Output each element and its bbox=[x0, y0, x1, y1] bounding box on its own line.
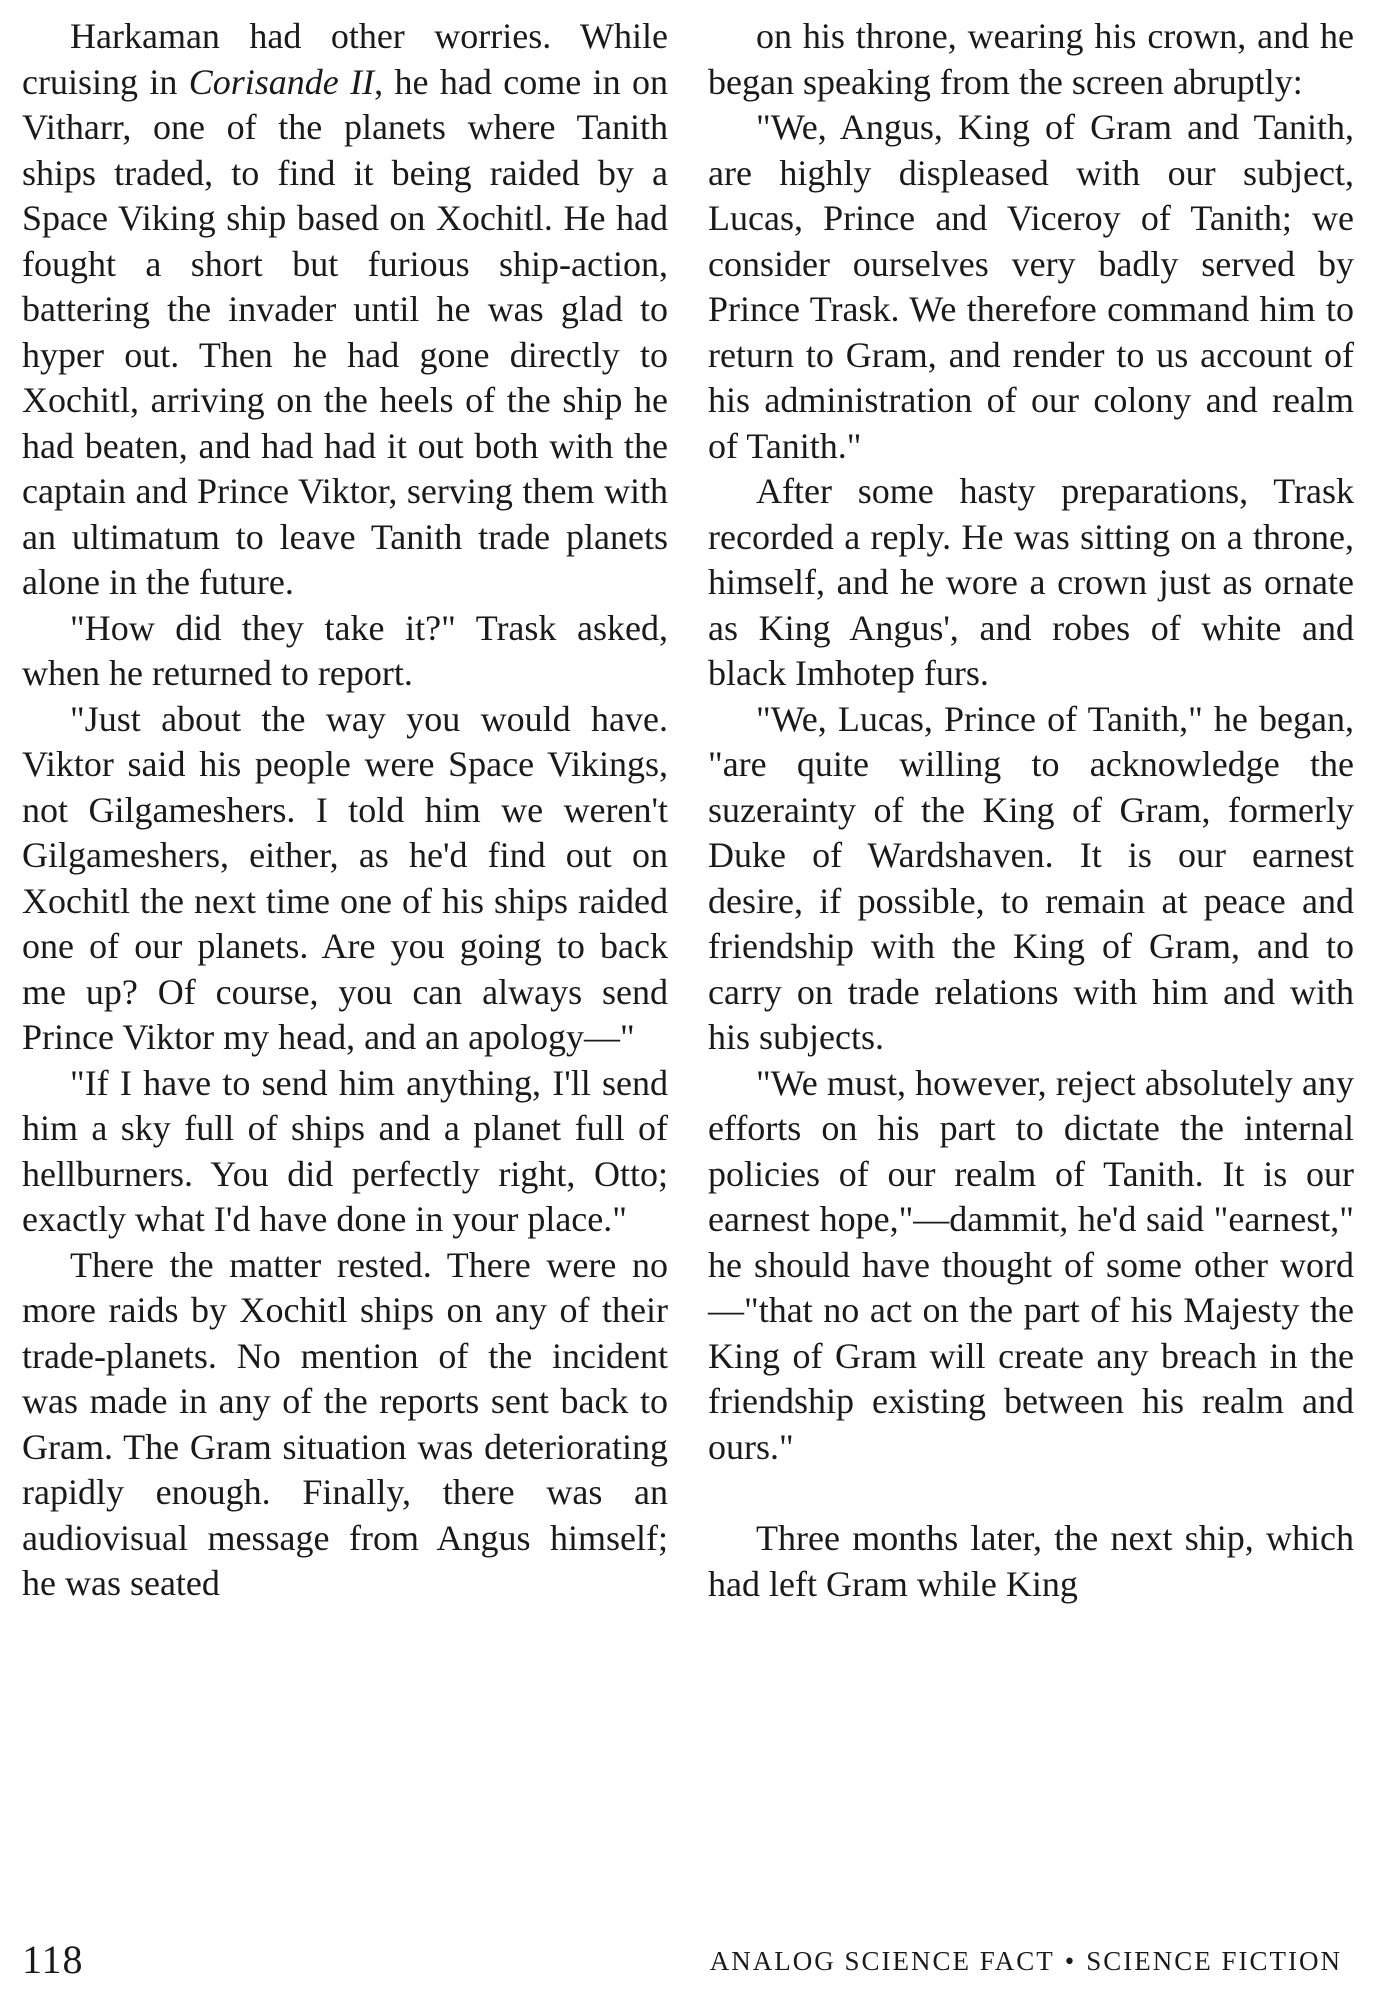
paragraph: "We, Angus, King of Gram and Tanith, are highly displeased with our subject, Lucas, Prince and Viceroy of Tanith; we consider ourselves very badly served by Prince Trask. We therefore command him to return to Gram, and render to us account of his administration of our colony and realm of Tanith." bbox=[708, 107, 1354, 466]
paragraph: "If I have to send him anything, I'll send him a sky full of ships and a planet full of hellburners. You did perfectly right, Otto; exactly what I'd have done in your place." bbox=[22, 1062, 668, 1239]
paragraph: Harkaman had other worries. While cruising in Corisande II, he had come in on Vitharr, one of the planets where Tanith ships traded, to find it being raided by a Space Viking ship based on Xochitl. He had fought a short but furious ship-action, battering the invader until he was glad to hyper out. Then he had gone directly to Xochitl, arriving on the heels of the ship he had beaten, and had had it out both with the captain and Prince Viktor, serving them with an ultimatum to leave Tanith trade planets alone in the future. bbox=[22, 16, 668, 602]
bullet-separator: • bbox=[1064, 1946, 1077, 1976]
right-text-column bbox=[708, 14, 1354, 1607]
magazine-title-part: SCIENCE FICTION bbox=[1086, 1946, 1342, 1976]
page-number: 118 bbox=[22, 1937, 84, 1982]
paragraph: "Just about the way you would have. Viktor said his people were Space Vikings, not Gilgameshers. I told him we weren't Gilgameshers, either, as he'd find out on Xochitl the next time one of his ships raided one of our planets. Are you going to back me up? Of course, you can always send Prince Viktor my head, and an apology—" bbox=[22, 698, 668, 1057]
paragraph: After some hasty preparations, Trask recorded a reply. He was sitting on a throne, himself, and he wore a crown just as ornate as King Angus', and robes of white and black Imhotep furs. bbox=[708, 471, 1354, 693]
paragraph: on his throne, wearing his crown, and he began speaking from the screen abruptly: bbox=[708, 16, 1354, 102]
paragraph: Three months later, the next ship, which had left Gram while King bbox=[708, 1518, 1354, 1604]
paragraph: "How did they take it?" Trask asked, when he returned to report. bbox=[22, 607, 668, 693]
page-footer bbox=[22, 1936, 1342, 1986]
paragraph: "We, Lucas, Prince of Tanith," he began, "are quite willing to acknowledge the suzerainty of the King of Gram, formerly Duke of Wardshaven. It is our earnest desire, if possible, to remain at peace and friendship with the King of Gram, and to carry on trade relations with him and with his subjects. bbox=[708, 698, 1354, 1057]
left-text-column bbox=[22, 14, 668, 1607]
running-title bbox=[710, 1946, 1342, 1977]
paragraph: There the matter rested. There were no more raids by Xochitl ships on any of their trade-planets. No mention of the incident was made in any of the reports sent back to Gram. The Gram situation was deteriorating rapidly enough. Finally, there was an audiovisual message from Angus himself; he was seated bbox=[22, 1244, 668, 1603]
section-break bbox=[708, 1470, 1354, 1516]
paragraph: "We must, however, reject absolutely any efforts on his part to dictate the internal policies of our realm of Tanith. It is our earnest hope,"—dammit, he'd said "earnest," he should have thought of some other word—"that no act on the part of his Majesty the King of Gram will create any breach in the friendship existing between his realm and ours." bbox=[708, 1062, 1354, 1467]
ship-name: Corisande II bbox=[188, 61, 375, 102]
magazine-title-part: ANALOG SCIENCE FACT bbox=[709, 1946, 1055, 1976]
